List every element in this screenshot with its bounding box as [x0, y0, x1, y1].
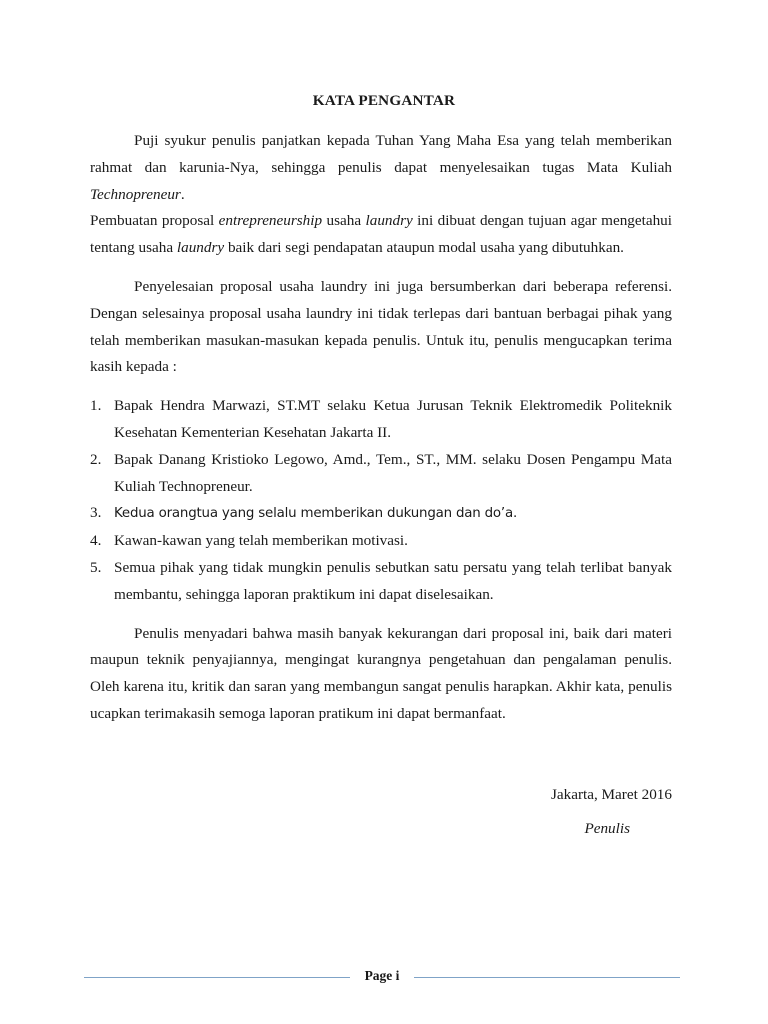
page-footer: [84, 966, 680, 988]
list-item: [90, 555, 672, 609]
paragraph-text: .: [180, 185, 185, 203]
paragraph-spacer: [90, 609, 672, 621]
paragraph-text: usaha: [322, 212, 366, 230]
place-date: Jakarta, Maret 2016: [550, 786, 672, 803]
thanks-list: [90, 393, 672, 608]
document-body: [90, 128, 672, 728]
paragraph-text: ini dibuat dengan tujuan agar mengetahui tentang usaha: [90, 212, 672, 257]
list-number: 3.: [90, 504, 102, 522]
list-number: 1.: [90, 397, 102, 415]
emphasis-text: laundry: [365, 212, 413, 230]
footer-rule-left: [84, 977, 350, 978]
page-number: Page i: [364, 968, 400, 983]
emphasis-text: laundry: [176, 239, 225, 257]
paragraph-purpose: [90, 208, 672, 262]
paragraph-closing: Penulis menyadari bahwa masih banyak kekurangan dari proposal ini, baik dari materi maupun teknik penyajiannya, mengingat kurangnya pengetahuan dan pengalaman penulis. Oleh karena itu, kritik dan saran yang membangun sangat penulis harapkan. Akhir kata, penulis ucapkan terimakasih semoga laporan pratikum ini dapat bermanfaat.: [90, 624, 672, 722]
paragraph-text: Pembuatan proposal: [90, 212, 219, 230]
list-text: Bapak Hendra Marwazi, ST.MT selaku Ketua Jurusan Teknik Elektromedik Politeknik Kesehatan Kementerian Kesehatan Jakarta II.: [114, 397, 672, 441]
list-item: [90, 528, 672, 555]
list-number: 5.: [90, 558, 102, 576]
course-name: Technopreneur: [90, 185, 181, 203]
list-item: [90, 500, 672, 528]
list-number: 4.: [90, 532, 102, 550]
paragraph-opening: [90, 128, 672, 208]
paragraph-spacer: [90, 262, 672, 274]
list-text: Kedua orangtua yang selalu memberikan dukungan dan do’a.: [114, 506, 518, 522]
paragraph-text: Puji syukur penulis panjatkan kepada Tuhan Yang Maha Esa yang telah memberikan rahmat dan karunia-Nya, sehingga penulis dapat menyelesaikan tugas Mata Kuliah: [90, 132, 672, 176]
emphasis-text: entrepreneurship: [218, 212, 323, 230]
list-number: 2.: [90, 450, 102, 468]
author-signature: Penulis: [584, 820, 630, 837]
list-text: Semua pihak yang tidak mungkin penulis sebutkan satu persatu yang telah terlibat banyak membantu, sehingga laporan praktikum ini dapat diselesaikan.: [114, 558, 672, 603]
paragraph-references: Penyelesaian proposal usaha laundry ini juga bersumberkan dari beberapa referensi. Dengan selesainya proposal usaha laundry ini tidak terlepas dari bantuan berbagai pihak yang telah memberikan masukan-masukan kepada penulis. Untuk itu, penulis mengucapkan terima kasih kepada :: [90, 277, 672, 376]
list-text: Bapak Danang Kristioko Legowo, Amd., Tem., ST., MM. selaku Dosen Pengampu Mata Kuliah Technopreneur.: [114, 450, 672, 495]
list-item: [90, 447, 672, 501]
paragraph-spacer: [90, 381, 672, 393]
list-text: Kawan-kawan yang telah memberikan motivasi.: [114, 532, 408, 550]
page-title: KATA PENGANTAR: [312, 92, 456, 109]
list-item: [90, 393, 672, 447]
footer-rule-right: [414, 977, 680, 978]
paragraph-text: baik dari segi pendapatan ataupun modal usaha yang dibutuhkan.: [224, 239, 624, 257]
